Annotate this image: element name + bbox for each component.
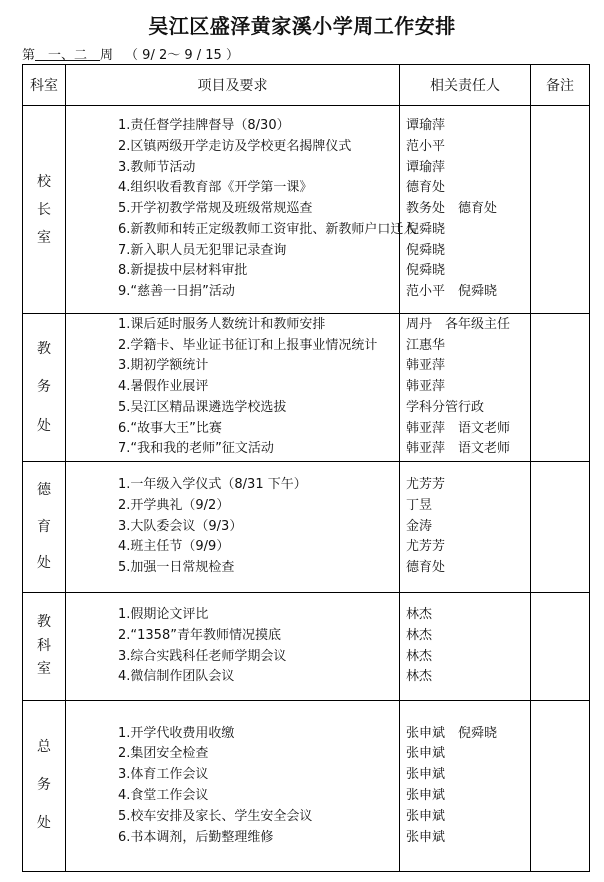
list-item: 3.大队委会议（9/3） xyxy=(118,518,243,534)
office-char: 育 xyxy=(37,518,51,535)
week-date-range: （ 9/ 2～ 9 / 15 ） xyxy=(125,48,239,63)
office-char: 处 xyxy=(37,555,51,572)
responsible-cell xyxy=(400,593,531,701)
responsible-person: 德育处 xyxy=(406,560,446,576)
office-cell xyxy=(23,701,66,872)
list-item: 1.课后延时服务人数统计和教师安排 xyxy=(118,316,326,332)
list-item: 5.校车安排及家长、学生安全会议 xyxy=(118,808,313,824)
responsible-person: 谭瑜萍 xyxy=(406,117,446,133)
notes-cell xyxy=(531,593,590,701)
responsible-person: 尤芳芳 xyxy=(406,539,446,555)
list-item: 1.责任督学挂牌督导（8/30） xyxy=(118,117,290,133)
office-char: 德 xyxy=(37,482,51,499)
responsible-person: 倪舜晓 xyxy=(406,263,446,279)
table-row xyxy=(23,106,590,314)
list-item: 7.“我和我的老师”征文活动 xyxy=(118,441,274,457)
list-item: 4.组织收看教育部《开学第一课》 xyxy=(118,180,313,196)
list-item: 3.体育工作会议 xyxy=(118,767,209,783)
office-char: 处 xyxy=(37,417,51,434)
items-cell xyxy=(66,701,400,872)
list-item: 4.班主任节（9/9） xyxy=(118,539,230,555)
responsible-person: 林杰 xyxy=(406,606,433,622)
office-char: 总 xyxy=(37,739,51,756)
notes-cell xyxy=(531,314,590,462)
list-item: 8.新提拔中层材料审批 xyxy=(118,263,248,279)
week-prefix: 第 xyxy=(22,48,36,63)
list-item: 6.新教师和转正定级教师工资审批、新教师户口迁入 xyxy=(118,221,417,237)
week-number xyxy=(35,48,100,63)
table-row xyxy=(23,593,590,701)
office-cell xyxy=(23,314,66,462)
list-item: 2.区镇两级开学走访及学校更名揭牌仪式 xyxy=(118,138,352,154)
list-item: 1.一年级入学仪式（8/31 下午） xyxy=(118,477,307,492)
list-item: 9.“慈善一日捐”活动 xyxy=(118,284,235,300)
page-title: 吴江区盛泽黄家溪小学周工作安排 xyxy=(148,14,456,38)
office-char: 教 xyxy=(37,613,51,630)
table-header-row xyxy=(23,65,590,106)
responsible-person: 张申斌 xyxy=(406,829,446,845)
list-item: 6.“故事大王”比赛 xyxy=(118,420,222,436)
office-char: 务 xyxy=(37,379,51,396)
week-suffix: 周 xyxy=(100,48,114,63)
responsible-person: 林杰 xyxy=(406,648,433,664)
list-item: 2.“1358”青年教师情况摸底 xyxy=(118,627,281,643)
responsible-person: 谭瑜萍 xyxy=(406,159,446,175)
office-char: 室 xyxy=(37,661,51,678)
list-item: 5.吴江区精品课遴选学校选拔 xyxy=(118,399,287,415)
responsible-person: 张申斌 xyxy=(406,788,446,803)
responsible-person: 丁昱 xyxy=(406,497,433,513)
responsible-person: 金涛 xyxy=(406,518,433,534)
list-item: 3.综合实践科任老师学期会议 xyxy=(118,648,287,664)
list-item: 5.加强一日常规检查 xyxy=(118,560,235,576)
responsible-person: 林杰 xyxy=(406,627,433,643)
list-item: 4.微信制作团队会议 xyxy=(118,669,235,685)
table-row xyxy=(23,701,590,872)
responsible-person: 学科分管行政 xyxy=(406,399,485,415)
responsible-person: 韩亚萍 语文老师 xyxy=(406,441,511,457)
office-char: 长 xyxy=(37,201,51,218)
list-item: 3.教师节活动 xyxy=(118,159,196,175)
items-cell xyxy=(66,462,400,593)
responsible-person: 教务处 德育处 xyxy=(406,201,498,217)
office-cell xyxy=(23,593,66,701)
schedule-table xyxy=(22,64,590,872)
list-item: 7.新入职人员无犯罪记录查询 xyxy=(118,242,287,258)
responsible-person: 范小平 xyxy=(406,138,446,154)
office-char: 室 xyxy=(37,229,51,246)
responsible-person: 林杰 xyxy=(406,669,433,685)
items-cell xyxy=(66,593,400,701)
responsible-person: 韩亚萍 xyxy=(406,358,446,374)
responsible-person: 江惠华 xyxy=(406,337,446,353)
responsible-person: 倪舜晓 xyxy=(406,221,446,237)
office-cell xyxy=(23,462,66,593)
items-cell xyxy=(66,106,417,314)
office-cell xyxy=(23,106,66,314)
responsible-person: 韩亚萍 xyxy=(406,379,446,395)
responsible-cell xyxy=(400,462,531,593)
responsible-person: 范小平 倪舜晓 xyxy=(406,284,498,300)
responsible-person: 倪舜晓 xyxy=(406,242,446,258)
responsible-person: 张申斌 xyxy=(406,746,446,762)
office-char: 校 xyxy=(37,173,51,190)
list-item: 4.暑假作业展评 xyxy=(118,379,209,395)
table-row xyxy=(23,462,590,593)
office-char: 处 xyxy=(37,814,51,831)
list-item: 2.集团安全检查 xyxy=(118,746,209,762)
responsible-person: 周丹 各年级主任 xyxy=(406,316,511,332)
office-char: 教 xyxy=(37,340,51,357)
header-notes: 备注 xyxy=(531,65,590,106)
office-char: 科 xyxy=(37,637,51,654)
responsible-cell xyxy=(400,701,531,872)
notes-cell xyxy=(531,701,590,872)
list-item: 3.期初学额统计 xyxy=(118,358,209,374)
list-item: 1.假期论文评比 xyxy=(118,606,209,622)
list-item: 2.学籍卡、毕业证书征订和上报事业情况统计 xyxy=(118,337,378,353)
table-row xyxy=(23,314,590,462)
responsible-cell xyxy=(400,106,531,314)
office-char: 务 xyxy=(37,777,51,794)
responsible-person: 张申斌 xyxy=(406,767,446,783)
list-item: 5.开学初教学常规及班级常规巡查 xyxy=(118,201,313,217)
list-item: 4.食堂工作会议 xyxy=(118,788,209,803)
responsible-person: 德育处 xyxy=(406,180,446,196)
header-items: 项目及要求 xyxy=(66,65,400,106)
week-line xyxy=(22,44,239,63)
week-number-value: 一、二 xyxy=(48,48,88,63)
items-cell xyxy=(66,314,400,462)
responsible-person: 张申斌 倪舜晓 xyxy=(406,725,498,741)
responsible-person: 韩亚萍 语文老师 xyxy=(406,420,511,436)
notes-cell xyxy=(531,106,590,314)
list-item: 6.书本调剂，后勤整理维修 xyxy=(118,829,274,845)
header-office: 科室 xyxy=(23,65,66,106)
responsible-person: 张申斌 xyxy=(406,808,446,824)
notes-cell xyxy=(531,462,590,593)
responsible-cell xyxy=(400,314,531,462)
responsible-person: 尤芳芳 xyxy=(406,477,446,492)
list-item: 2.开学典礼（9/2） xyxy=(118,497,230,513)
header-responsible: 相关责任人 xyxy=(400,65,531,106)
list-item: 1.开学代收费用收缴 xyxy=(118,725,235,741)
